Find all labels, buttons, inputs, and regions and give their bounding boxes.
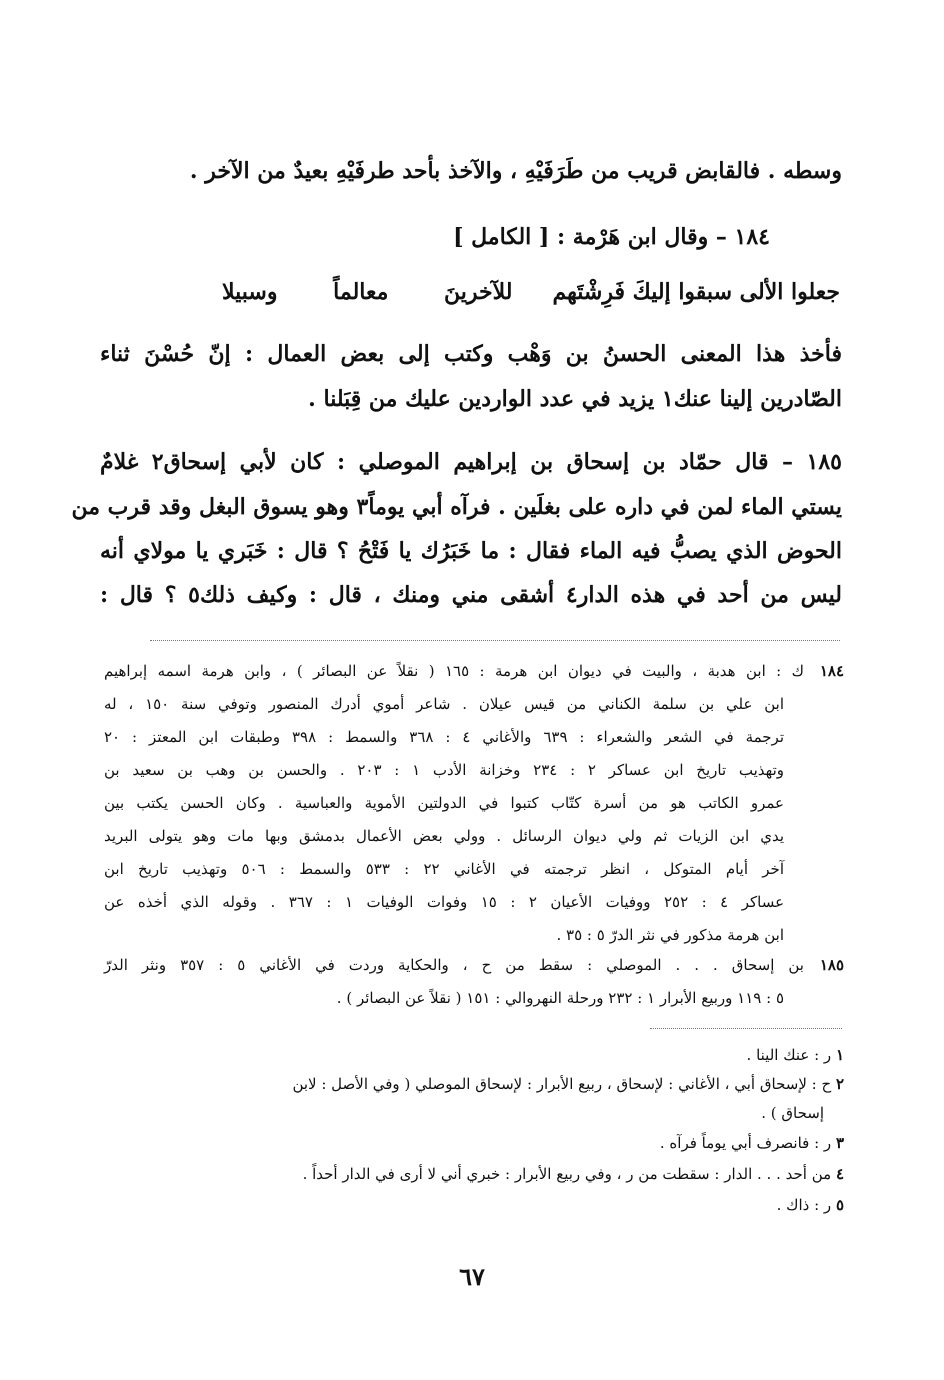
verse-word: معالماً — [333, 279, 389, 305]
verse-word: للآخرينَ — [444, 279, 513, 305]
note-184-line: يدي ابن الزيات ثم ولي ديوان الرسائل . وولي بعض الأعمال بدمشق وبها مات وهو يتولى البريد — [104, 827, 784, 845]
para-184-line: فأخذ هذا المعنى الحسنُ بن وَهْب وكتب إلى بعض العمال : إنّ حُسْنَ ثناء — [100, 341, 842, 367]
verse-word: وسبيلا — [222, 279, 278, 305]
entry-184-heading: ١٨٤ – وقال ابن هَرْمة : [ الكامل ] — [453, 224, 770, 250]
notes-separator — [150, 640, 840, 641]
verse-184-second-hemistich — [222, 279, 513, 305]
footnote-3 — [660, 1134, 844, 1152]
footnote-number: ٢ — [835, 1075, 844, 1093]
footnotes-separator — [650, 1028, 842, 1029]
note-184-line: عمرو الكاتب هو من أسرة كتّاب كتبوا في الدولتين الأموية والعباسية . وكان الحسن يكتب بين — [104, 794, 784, 812]
page-number: ٦٧ — [459, 1262, 485, 1291]
footnote-5 — [777, 1196, 844, 1214]
footnote-2-continuation: إسحاق ) . — [761, 1104, 824, 1122]
para-185-line: يستي الماء لمن في داره على بغلَين . فرآه أبي يوماً٣ وهو يسوق البغل وقد قرب من — [71, 494, 842, 520]
footnote-number: ٣ — [835, 1134, 844, 1152]
note-184-line: ك : ابن هدبة ، والبيت في ديوان ابن هرمة : ١٦٥ ( نقلاً عن البصائر ) ، وابن هرمة اسمه إبراهيم — [104, 662, 804, 680]
note-184-line: عساكر ٤ : ٢٥٢ ووفيات الأعيان ٢ : ١٥ وفوات الوفيات ١ : ٣٦٧ . وقوله الذي أخذه عن — [104, 893, 785, 911]
note-185-line: بن إسحاق . . . الموصلي : سقط من ح ، والحكاية وردت في الأغاني ٥ : ٣٥٧ ونثر الدرّ — [104, 956, 804, 974]
note-184-number — [820, 662, 844, 680]
footnote-text: ر : فانصرف أبي يوماً فرآه . — [659, 1134, 832, 1152]
verse-184-first-hemistich: جعلوا الألى سبقوا إليكَ فَرِشْتَهم — [552, 279, 840, 305]
note-185-line: ٥ : ١١٩ وربيع الأبرار ١ : ٢٣٢ ورحلة النهروالي : ١٥١ ( نقلاً عن البصائر ) . — [336, 989, 784, 1007]
para-185-line: ١٨٥ – قال حمّاد بن إسحاق بن إبراهيم الموصلي : كان لأبي إسحاق٢ غلامٌ — [100, 449, 842, 475]
note-184-line: ابن علي بن سلمة الكناني من قيس عيلان . شاعر أموي أدرك المنصور وتوفي سنة ١٥٠ ، له — [104, 695, 784, 713]
note-184-line: ترجمة في الشعر والشعراء : ٦٣٩ والأغاني ٤ : ٣٦٨ والسمط : ٣٩٨ وطبقات ابن المعتز : ٢٠ — [104, 728, 785, 746]
note-number: ١٨٥ — [819, 956, 844, 974]
para-185-line: ليس من أحد في هذه الدار٤ أشقى مني ومنك ، قال : وكيف ذلك٥ ؟ قال : — [100, 582, 843, 608]
para-184-line: الصّادرين إلينا عنك١ يزيد في عدد الواردين عليك من قِبَلنا . — [308, 386, 842, 412]
footnote-number: ٥ — [835, 1196, 844, 1214]
footnote-text: من أحد . . . الدار : سقطت من ر ، وفي ربيع الأبرار : خبري أني لا أرى في الدار أحداً . — [302, 1165, 832, 1183]
footnote-number: ١ — [835, 1046, 844, 1064]
footnote-1 — [747, 1046, 844, 1064]
note-185-number — [820, 956, 844, 974]
note-number: ١٨٤ — [819, 662, 844, 680]
note-184-line: وتهذيب تاريخ ابن عساكر ٢ : ٢٣٤ وخزانة الأدب ١ : ٢٠٣ . والحسن بن وهب بن سعيد بن — [104, 761, 784, 779]
footnote-text: ر : ذاك . — [776, 1196, 832, 1214]
para-185-line: الحوض الذي يصبُّ فيه الماء فقال : ما خَبَرُك يا فَتْحُ ؟ قال : خَبَري يا مولاي أنه — [100, 538, 843, 564]
footnote-2 — [292, 1075, 844, 1093]
note-184-line: ابن هرمة مذكور في نثر الدرّ ٥ : ٣٥ . — [556, 926, 784, 944]
footnote-text: ر : عنك الينا . — [746, 1046, 832, 1064]
footnote-number: ٤ — [835, 1165, 844, 1183]
footnote-text: ح : لإسحاق أبي ، الأغاني : لإسحاق ، ربيع الأبرار : لإسحاق الموصلي ( وفي الأصل : لابن — [292, 1075, 832, 1093]
text-line-continuation: وسطه . فالقابض قريب من طَرَفَيْهِ ، والآخذ بأحد طرفَيْهِ بعيدٌ من الآخر . — [189, 158, 842, 184]
footnote-4 — [303, 1165, 844, 1183]
note-184-line: آخر أيام المتوكل ، انظر ترجمته في الأغاني ٢٢ : ٥٣٣ والسمط : ٥٠٦ وتهذيب تاريخ ابن — [104, 860, 784, 878]
